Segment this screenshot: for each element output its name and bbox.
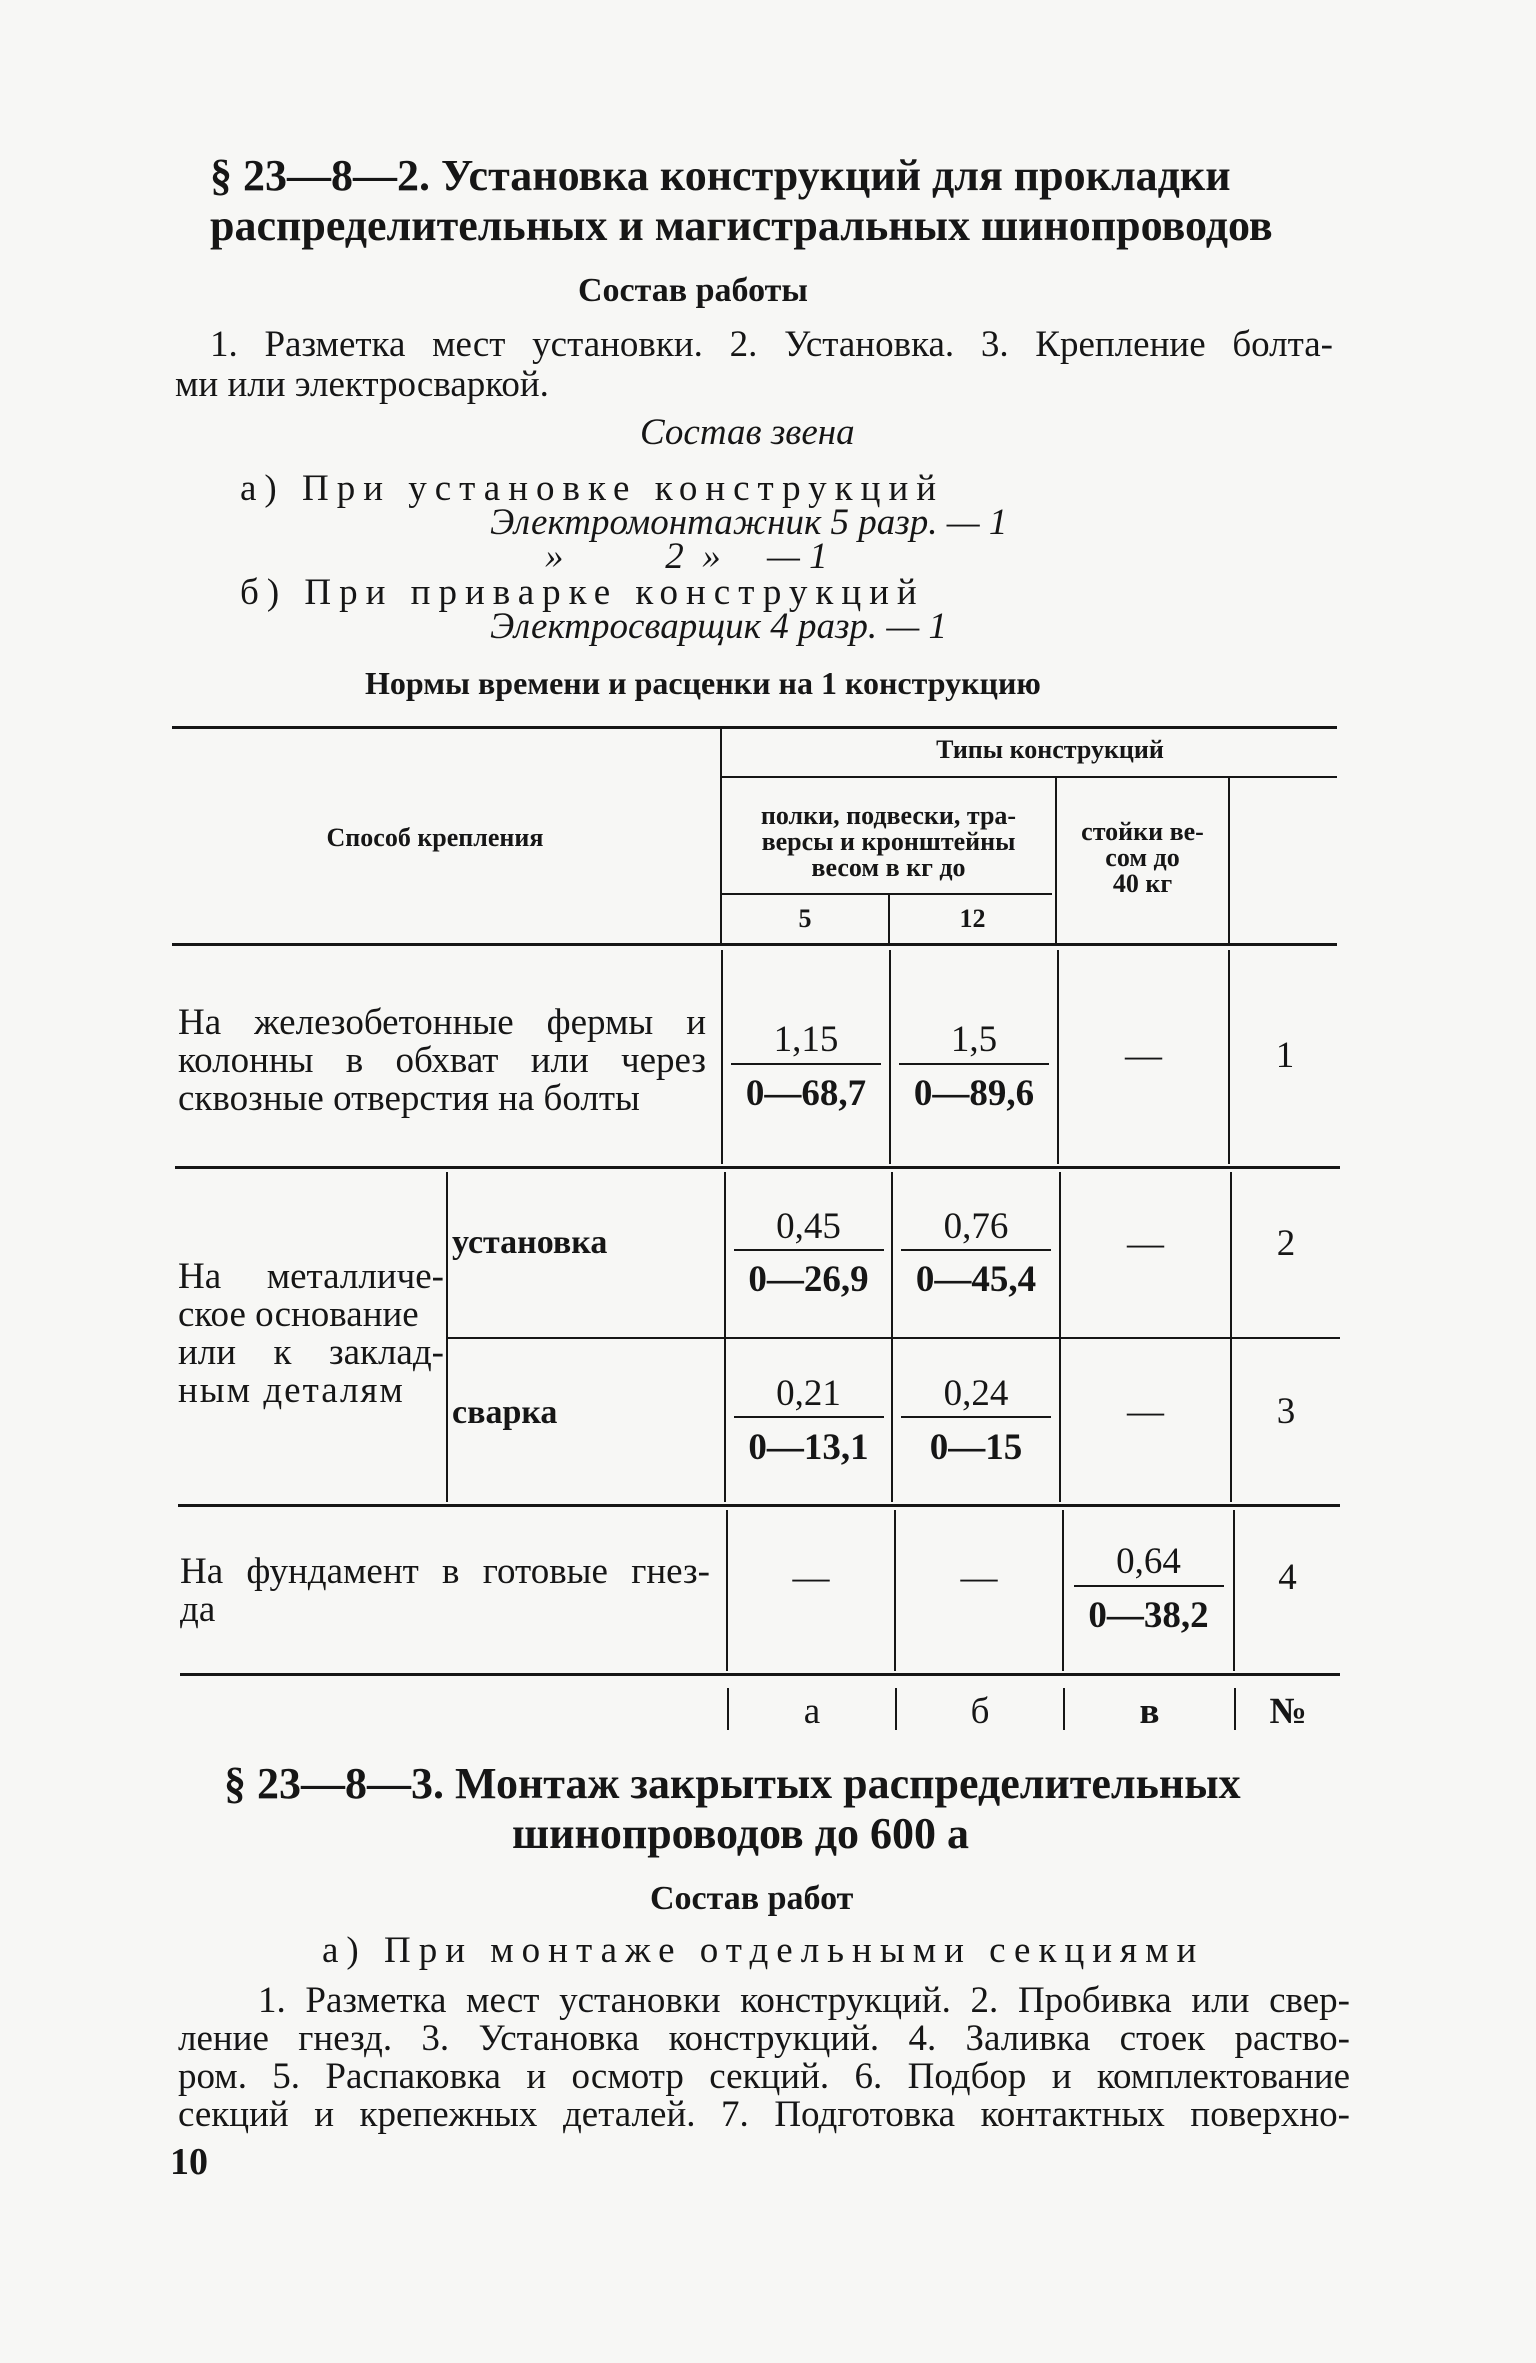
- header-method: Способ крепления: [326, 823, 544, 852]
- crew-title: Состав звена: [640, 412, 855, 453]
- row1-method-line-1: На железобетонные фермы и: [178, 1002, 706, 1043]
- header-group1-line-1: полки, подвески, тра-: [760, 801, 1017, 830]
- row1-bottom-rule: [175, 1166, 1340, 1169]
- row3-a-divider: [734, 1416, 884, 1418]
- row1-method-line-2: колонны в обхват или через: [178, 1040, 706, 1081]
- header-group1-line-2: версы и кронштейны: [761, 827, 1016, 856]
- header-group2-line-3: 40 кг: [1112, 869, 1173, 898]
- row1-a-price: 0—68,7: [745, 1073, 867, 1114]
- row3-b-price: 0—15: [929, 1427, 1023, 1468]
- row3-b-divider: [901, 1416, 1051, 1418]
- row4-number: 4: [1278, 1557, 1297, 1598]
- footer-col-number: №: [1269, 1691, 1307, 1732]
- row2-bottom-rule: [448, 1337, 1340, 1339]
- row1-b-price: 0—89,6: [913, 1073, 1035, 1114]
- header-group2-line-2: сом до: [1105, 843, 1180, 872]
- section2-heading-line-2: шинопроводов до 600 а: [512, 1809, 969, 1858]
- section2-text-line-1: 1. Разметка мест установки конструкций. 2. Пробивка или свер-: [258, 1980, 1350, 2021]
- row23-method-line-4: ным деталям: [178, 1370, 405, 1411]
- row2-b-norm: 0,76: [943, 1206, 1009, 1247]
- row2-b-price: 0—45,4: [915, 1259, 1037, 1300]
- crew-b-line-1: Электросварщик 4 разр. — 1: [490, 606, 948, 647]
- section2-text-line-2: ление гнезд. 3. Установка конструкций. 4. Заливка стоек раство-: [178, 2018, 1350, 2059]
- row2-a-divider: [734, 1249, 884, 1251]
- row2-a-norm: 0,45: [776, 1206, 841, 1247]
- row4-c-divider: [1074, 1585, 1224, 1587]
- row2-c-value: —: [1127, 1223, 1164, 1264]
- row23-method-line-2: ское основание: [178, 1294, 419, 1335]
- section2-work-title: Состав работ: [650, 1880, 854, 1917]
- row1-a-divider: [731, 1063, 881, 1065]
- vline-r4-c: [1062, 1510, 1064, 1671]
- row2-b-divider: [901, 1249, 1051, 1251]
- row4-c-price: 0—38,2: [1088, 1595, 1209, 1636]
- table-top-rule: [172, 726, 1337, 729]
- work-text-line-1: 1. Разметка мест установки. 2. Установка. 3. Крепление болта-: [210, 324, 1333, 365]
- header-bottom-rule: [172, 943, 1337, 946]
- row1-c-value: —: [1125, 1035, 1162, 1076]
- header-group1-line-3: весом в кг до: [811, 853, 966, 882]
- row1-b-norm: 1,5: [950, 1019, 998, 1060]
- section-heading-line-2: распределительных и магистральных шинопроводов: [210, 201, 1273, 250]
- row3-sub-label: сварка: [452, 1394, 558, 1431]
- section2-text-line-3: ром. 5. Распаковка и осмотр секций. 6. Подбор и комплектование: [178, 2056, 1350, 2097]
- work-text-line-2: ми или электросваркой.: [175, 364, 549, 405]
- footer-col-c: в: [1139, 1691, 1160, 1732]
- row1-b-divider: [899, 1063, 1049, 1065]
- row2-number: 2: [1276, 1223, 1296, 1264]
- row1-a-norm: 1,15: [773, 1019, 839, 1060]
- crew-a-line-2: » 2 » — 1: [545, 536, 828, 577]
- page-number: 10: [170, 2141, 208, 2183]
- row3-b-norm: 0,24: [943, 1373, 1009, 1414]
- row4-a-value: —: [792, 1557, 830, 1598]
- row2-a-price: 0—26,9: [748, 1259, 869, 1300]
- types-rule: [722, 776, 1337, 778]
- row3-a-price: 0—13,1: [748, 1427, 869, 1468]
- header-weight-12: 12: [959, 904, 986, 933]
- row23-method-line-3: или к заклад-: [178, 1332, 444, 1373]
- vline-header-no: [1228, 778, 1230, 943]
- row23-method-line-1: На металличе-: [178, 1256, 444, 1297]
- section2-text-line-4: секций и крепежных деталей. 7. Подготовка контактных поверхно-: [178, 2094, 1350, 2135]
- header-weight-5: 5: [798, 904, 812, 933]
- footer-col-a: а: [803, 1691, 821, 1732]
- row1-method-line-3: сквозные отверстия на болты: [178, 1078, 640, 1119]
- row4-c-norm: 0,64: [1116, 1541, 1181, 1582]
- vline-r23-method: [446, 1172, 448, 1502]
- row2-sub-label: установка: [452, 1224, 608, 1261]
- crew-a-line-1: Электромонтажник 5 разр. — 1: [490, 502, 1008, 543]
- row3-a-norm: 0,21: [776, 1373, 841, 1414]
- header-group2-line-1: стойки ве-: [1081, 817, 1204, 846]
- table-bottom-rule: [180, 1673, 1340, 1676]
- work-composition-title: Состав работы: [578, 272, 808, 309]
- norms-title: Нормы времени и расценки на 1 конструкцию: [365, 665, 1041, 701]
- weights-rule: [722, 893, 1052, 895]
- section-heading-line-1: § 23—8—2. Установка конструкций для прокладки: [210, 151, 1231, 200]
- row1-number: 1: [1275, 1035, 1295, 1076]
- row3-c-value: —: [1127, 1391, 1164, 1432]
- header-types: Типы конструкций: [936, 735, 1164, 764]
- row4-method-line-2: да: [180, 1589, 216, 1630]
- crew-a-label: а) При установке конструкций: [240, 468, 945, 509]
- row3-number: 3: [1276, 1391, 1296, 1432]
- row4-b-value: —: [960, 1557, 998, 1598]
- section2-sub-label: а) При монтаже отдельными секциями: [322, 1930, 1205, 1971]
- row3-bottom-rule: [178, 1504, 1340, 1507]
- crew-b-label: б) При приварке конструкций: [240, 572, 925, 613]
- section2-heading-line-1: § 23—8—3. Монтаж закрытых распределительных: [224, 1759, 1241, 1808]
- row4-method-line-1: На фундамент в готовые гнез-: [180, 1551, 710, 1592]
- footer-col-b: б: [970, 1691, 990, 1732]
